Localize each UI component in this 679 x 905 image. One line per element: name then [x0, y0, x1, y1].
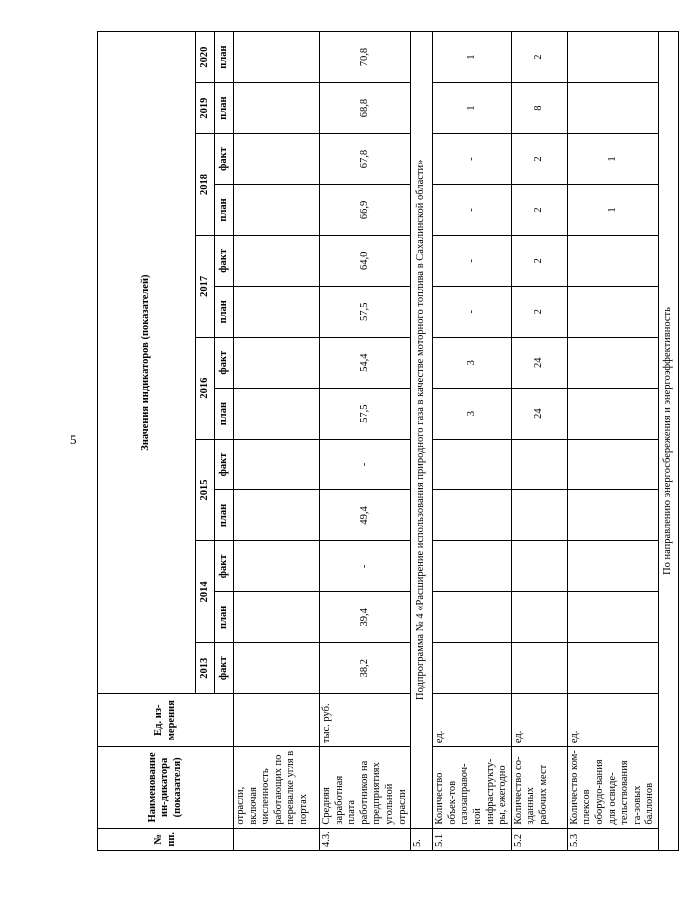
cell-value: 2 — [511, 134, 567, 185]
fact-header: факт — [215, 337, 234, 388]
row-num: 5.1 — [433, 828, 512, 850]
cell-value: 70,8 — [320, 32, 411, 83]
year-header: 2019 — [196, 83, 215, 134]
cell-value: 3 — [433, 388, 512, 439]
cell-value — [234, 592, 320, 643]
year-header: 2020 — [196, 32, 215, 83]
cell-value: 24 — [511, 388, 567, 439]
cell-value: 39,4 — [320, 592, 411, 643]
row-unit — [234, 694, 320, 747]
cell-value — [567, 490, 658, 541]
indicators-table — [97, 31, 679, 851]
section-row — [411, 32, 433, 851]
cell-value — [567, 32, 658, 83]
cell-value: 57,5 — [320, 388, 411, 439]
section-title: Подпрограмма № 4 «Расширение использования природного газа в качестве моторного топлива в Сахалинской области» — [411, 32, 433, 829]
row-name: Количество объек-тов газозаправоч-ной инфраструкту-ры, ежегодно — [433, 747, 512, 828]
year-header: 2017 — [196, 235, 215, 337]
cell-value — [567, 83, 658, 134]
row-unit: ед. — [511, 694, 567, 747]
cell-value — [567, 337, 658, 388]
cell-value — [567, 439, 658, 490]
cell-value: 2 — [511, 286, 567, 337]
cell-value — [433, 643, 512, 694]
cell-value: 24 — [511, 337, 567, 388]
table-row — [234, 32, 320, 851]
row-num: 5. — [411, 828, 433, 850]
cell-value — [234, 32, 320, 83]
cell-value: 3 — [433, 337, 512, 388]
cell-value: 68,8 — [320, 83, 411, 134]
cell-value — [234, 388, 320, 439]
row-num: 5.2 — [511, 828, 567, 850]
cell-value: 1 — [433, 32, 512, 83]
table-row — [433, 32, 512, 851]
fact-header: факт — [215, 643, 234, 694]
cell-value: 64,0 — [320, 235, 411, 286]
cell-value — [511, 541, 567, 592]
cell-value — [433, 439, 512, 490]
cell-value — [234, 643, 320, 694]
cell-value: 1 — [567, 134, 658, 185]
cell-value: 66,9 — [320, 184, 411, 235]
cell-value — [234, 184, 320, 235]
plan-header: план — [215, 388, 234, 439]
cell-value: 2 — [511, 235, 567, 286]
fact-header: факт — [215, 439, 234, 490]
cell-value — [433, 541, 512, 592]
cell-value: 2 — [511, 32, 567, 83]
year-header: 2016 — [196, 337, 215, 439]
cell-value — [234, 439, 320, 490]
cell-value: - — [433, 235, 512, 286]
cell-value — [234, 286, 320, 337]
cell-value — [234, 337, 320, 388]
row-num: 4.3. — [320, 828, 411, 850]
row-unit: ед. — [433, 694, 512, 747]
plan-header: план — [215, 286, 234, 337]
year-header: 2018 — [196, 134, 215, 236]
year-header: 2015 — [196, 439, 215, 541]
values-header: Значения индикаторов (показателей) — [98, 32, 196, 694]
cell-value: 49,4 — [320, 490, 411, 541]
cell-value — [511, 490, 567, 541]
cell-value — [234, 541, 320, 592]
cell-value — [567, 541, 658, 592]
fact-header: факт — [215, 541, 234, 592]
cell-value — [433, 490, 512, 541]
col-unit-header: Ед. из-мерения — [98, 694, 234, 747]
table-row — [320, 32, 411, 851]
cell-value: - — [320, 541, 411, 592]
cell-value — [234, 490, 320, 541]
row-unit: тыс. руб. — [320, 694, 411, 747]
col-name-header: Наименование ин-дикатора (показателя) — [98, 747, 234, 828]
cell-value: - — [433, 134, 512, 185]
plan-header: план — [215, 592, 234, 643]
cell-value: 1 — [567, 184, 658, 235]
section-row — [658, 32, 678, 851]
row-name: отрасли, включая численность работающих по перевалке угля в портах — [234, 747, 320, 828]
page-number: 5 — [70, 432, 77, 447]
cell-value — [234, 134, 320, 185]
plan-header: план — [215, 490, 234, 541]
fact-header: факт — [215, 134, 234, 185]
cell-value — [567, 286, 658, 337]
cell-value: 1 — [433, 83, 512, 134]
table-row — [567, 32, 658, 851]
cell-value — [511, 439, 567, 490]
row-num: 5.3 — [567, 828, 658, 850]
plan-header: план — [215, 32, 234, 83]
year-header: 2014 — [196, 541, 215, 643]
row-name: Количество ком-плексов оборудо-вания для освиде-тельствования га-зовых баллонов — [567, 747, 658, 828]
fact-header: факт — [215, 235, 234, 286]
cell-value — [567, 235, 658, 286]
section-title: По направлению энергосбережения и энергоэффективность — [658, 32, 678, 851]
cell-value — [234, 83, 320, 134]
rotated-table-container — [97, 31, 674, 851]
cell-value: 38,2 — [320, 643, 411, 694]
cell-value — [511, 592, 567, 643]
cell-value — [433, 592, 512, 643]
cell-value — [567, 388, 658, 439]
cell-value: - — [320, 439, 411, 490]
plan-header: план — [215, 184, 234, 235]
cell-value: 8 — [511, 83, 567, 134]
row-num — [234, 828, 320, 850]
row-name: Количество со-зданных рабочих мест — [511, 747, 567, 828]
cell-value: 57,5 — [320, 286, 411, 337]
cell-value: 67,8 — [320, 134, 411, 185]
cell-value: 2 — [511, 184, 567, 235]
col-num-header: № пп. — [98, 828, 234, 850]
cell-value — [511, 643, 567, 694]
plan-header: план — [215, 83, 234, 134]
cell-value: - — [433, 184, 512, 235]
row-name: Средняя заработная плата работников на предприятиях угольной отрасли — [320, 747, 411, 828]
year-header: 2013 — [196, 643, 215, 694]
cell-value: 54,4 — [320, 337, 411, 388]
cell-value: - — [433, 286, 512, 337]
cell-value — [567, 643, 658, 694]
table-row — [511, 32, 567, 851]
cell-value — [234, 235, 320, 286]
cell-value — [567, 592, 658, 643]
row-unit: ед. — [567, 694, 658, 747]
